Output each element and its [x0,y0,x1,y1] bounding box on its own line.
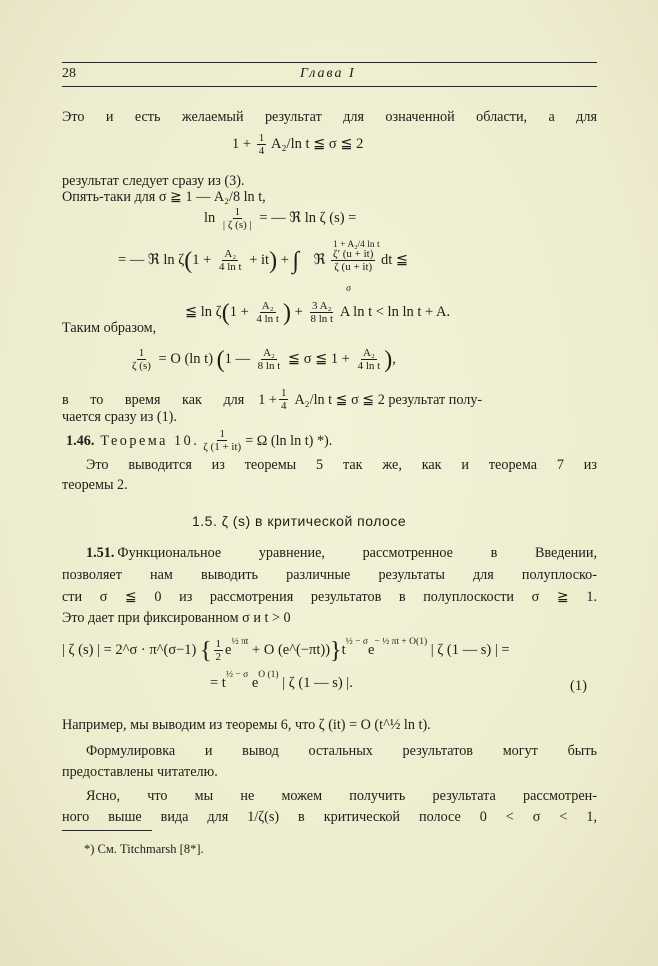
fraction [356,347,383,372]
math-text: t [341,642,346,658]
denominator: 4 ln t [256,313,279,325]
math-text: ≦ ln ζ [185,304,222,320]
text-line: Таким образом, [62,320,157,336]
formula-5 [128,347,396,372]
numerator: 1 [280,387,287,399]
fraction [217,248,244,273]
text-span: в то время как для [62,391,245,408]
math-text: + [291,304,307,320]
text-span: A₂/ln t ≦ σ ≦ 2 результат полу- [294,391,483,408]
numerator: A₂ [263,347,275,359]
running-title: Глава I [300,66,356,81]
section-number: 1.51. [86,545,115,561]
fraction [257,132,267,157]
denominator: 4 ln t [357,360,381,372]
fraction [130,347,153,372]
math-text: 1 + [192,252,215,268]
math-text: ℜ [299,252,330,268]
denominator: 8 ln t [310,313,334,325]
bracket: ) [269,247,278,274]
text-line: чается сразу из (1). [62,409,177,425]
denominator: 4 ln t [218,261,242,273]
header-top-rule [62,62,597,63]
numerator: 1 [258,132,265,144]
section-heading: 1.5. ζ (s) в критической полосе [192,513,407,529]
text-line: Это и есть желаемый результат для означенной области, а для [62,109,597,125]
text-line: теоремы 2. [62,477,128,493]
math-text: , [392,351,396,367]
theorem-line [66,428,601,453]
footnote-text: См. Titchmarsh [8*]. [97,842,204,856]
denominator: ζ (u + it) [334,261,373,273]
page-number: 28 [62,66,76,81]
denominator: 2 [215,651,222,663]
numerator: 1 [215,638,222,650]
text-span: = Ω (ln ln t) *). [245,432,333,449]
text-line: Например, мы выводим из теоремы 6, что ζ (it) = O (t^½ ln t). [62,717,431,733]
text-line: позволяет нам выводить различные результаты для полуплоско- [62,567,597,583]
bracket: ( [184,247,193,274]
math-text: 1 + [229,304,253,320]
bracket: } [330,637,342,664]
math-text: 1 — [224,351,254,367]
theorem-label: Теорема 10. [100,432,200,449]
bracket: { [200,637,212,664]
numerator: 1 [219,428,225,440]
superscript: ½ πt [231,636,249,647]
math-text: ≦ σ ≦ 1 + [284,351,354,367]
denominator: | ζ (s) | [222,219,252,231]
fraction [214,638,224,663]
text-line: ного выше вида для 1/ζ(s) в критической полосе 0 < σ < 1, [62,809,597,825]
math-text: = t [210,675,226,691]
numerator: 1 [138,347,145,359]
text-line: в то время как для 1 + $\frac{1}{4}$ A₂/ln t ≦ σ ≦ 2 результат полу- [62,387,483,412]
denominator: ζ (1 + it) [203,441,242,453]
footnote-marker: *) [84,842,95,856]
formula-result [210,669,353,692]
bracket: ) [283,299,291,326]
formula-1 [232,132,363,157]
numerator: 3 A₂ [312,300,332,312]
equation-number: (1) [570,678,587,694]
superscript: O (1) [258,669,279,680]
math-text: e [225,642,232,658]
formula-functional-equation [62,638,510,663]
fraction [331,248,375,273]
text-line: предоставлены читателю. [62,764,218,780]
denominator: 4 [280,400,287,412]
integral-lower-limit: σ [346,284,352,294]
numerator: 1 [234,206,241,218]
math-text: = — ℜ ln ζ [118,252,185,268]
numerator: A₂ [261,300,274,312]
math-text: A₂/ln t ≦ σ ≦ 2 [268,136,364,152]
bracket: ) [384,346,393,373]
text-line: Это дает при фиксированном σ и t > 0 [62,610,291,626]
math-text: + O (e^(−πt)) [248,642,331,658]
math-text: e [367,642,375,658]
text-line: Формулировка и вывод остальных результатов могут быть [86,743,597,759]
text-line: Опять-таки для σ ≧ 1 — A₂/8 ln t, [62,189,266,205]
math-text: = O (ln t) [154,351,217,367]
formula-2 [204,206,356,231]
integral-upper-limit: 1 + A₂/4 ln t [333,240,380,250]
section-number: 1.46. [66,432,95,449]
bracket: ∫ [292,247,300,274]
math-text: A ln t < ln ln t + A. [337,304,451,320]
footnote-rule [62,830,152,831]
fraction [256,347,283,372]
text-span: Функциональное уравнение, рассмотренное в Введении, [117,545,597,561]
math-text: + [277,252,293,268]
fraction [221,206,254,231]
inline-fraction [199,428,245,453]
denominator: 8 ln t [257,360,281,372]
math-text: dt ≦ [377,252,409,268]
header-bottom-rule [62,86,597,87]
superscript: ½ − σ [225,669,249,680]
numerator: ζ′ (u + it) [333,248,374,260]
numerator: A₂ [224,248,237,260]
fraction [201,428,243,453]
formula-3 [118,248,408,273]
text-line: сти σ ≦ 0 из рассмотрения результатов в полуплоскости σ ≧ 1. [62,589,597,605]
math-text: | ζ (s) | = 2^σ · π^(σ−1) [62,642,201,658]
bracket: ( [221,299,230,326]
math-text: = — ℜ ln ζ (s) = [255,210,357,226]
math-text: + it [245,252,270,268]
footnote [84,842,204,857]
math-text: | ζ (1 — s) | = [427,642,510,658]
math-text: ln [204,210,219,226]
text-line [62,544,597,562]
text-line: результат следует сразу из (3). [62,173,245,189]
denominator: ζ (s) [132,360,151,372]
denominator: 4 [258,145,265,157]
math-text: | ζ (1 — s) |. [278,675,353,691]
superscript: ½ − σ [345,636,368,647]
text-line: Это выводится из теоремы 5 так же, как и теорема 7 из [86,457,597,473]
bracket: ( [216,346,225,373]
math-text: 1 + [232,136,255,152]
text-line: Ясно, что мы не можем получить результата рассмотрен- [86,788,597,804]
superscript: − ½ πt + O(1) [374,636,428,647]
math-text: e [248,675,259,691]
numerator: A₂ [363,347,375,359]
